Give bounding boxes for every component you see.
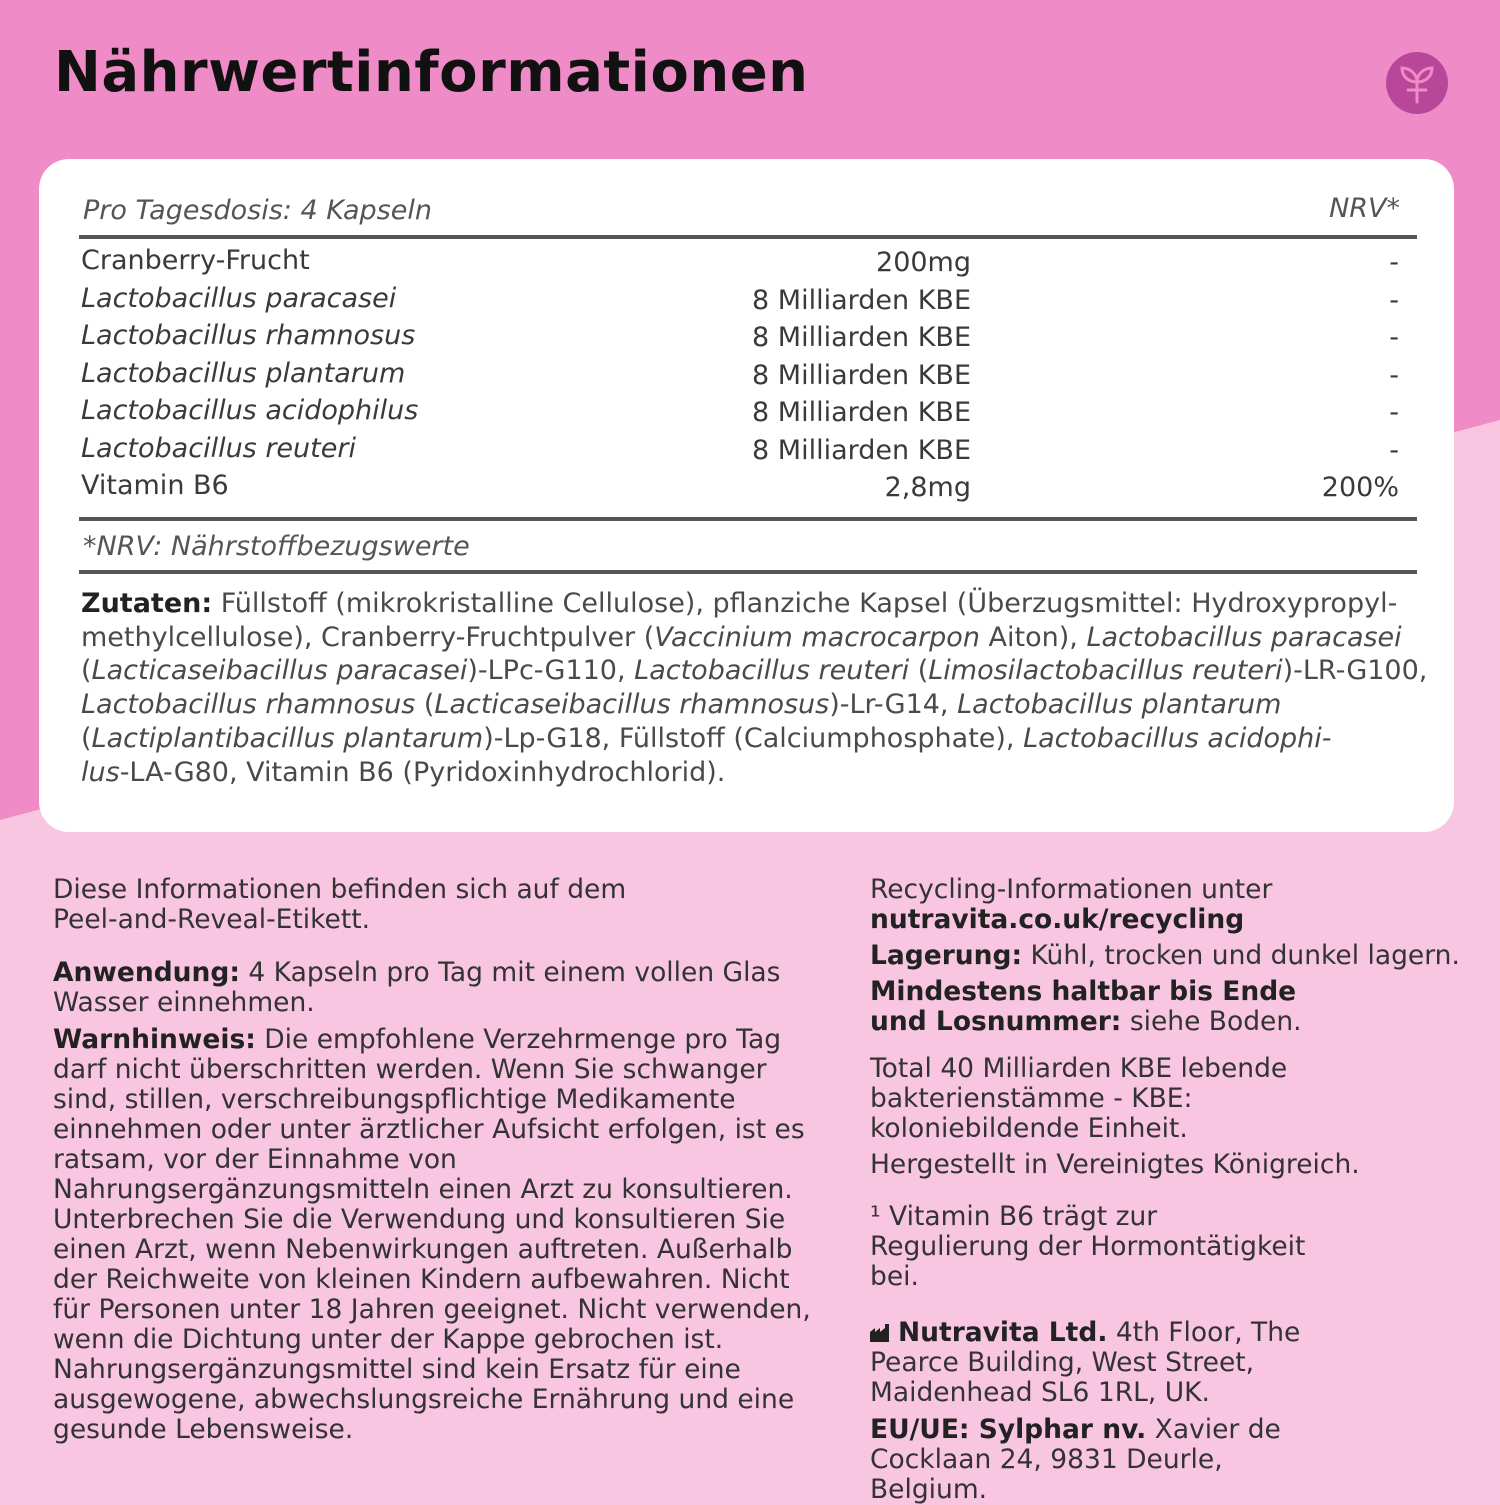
nutrient-name: Lactobacillus paracasei — [81, 282, 397, 314]
ingredients-text: Zutaten: Füllstoff (mikrokristalline Cellulose), pflanziche Kapsel (Überzugsmittel: Hydroxypropyl- methylcellulose), Cranberry-Fruchtpulver (Vaccinium macrocarpon Aiton), Lactobacillus paracasei (Lacticaseibacillus paracasei)-LPc-G110, Lactobacillus reuteri (Limosilactobacillus reuteri)-LR-G100, Lactobacillus rhamnosus (Lacticaseibacillus rhamnosus)-Lr-G14, Lactobacillus plantarum (Lactiplantibacillus plantarum)-Lp-G18, Füllstoff (Calciumphosphate), Lactobacillus acidophi- lus-LA-G80, Vitamin B6 (Pyridoxinhydrochlorid). — [81, 588, 1428, 788]
table-top-rule — [79, 235, 1417, 239]
storage-label: Lagerung: — [870, 940, 1023, 971]
nutrient-nrv: 200% — [1321, 472, 1399, 503]
page-title: Nährwertinformationen — [54, 40, 809, 105]
dose-label: Pro Tagesdosis: 4 Kapseln — [83, 195, 432, 226]
nutrient-nrv: - — [1389, 247, 1399, 278]
warning-label: Warnhinweis: — [53, 1024, 256, 1055]
best-before-label: Mindestens haltbar bis Ende und Losnummer: — [870, 976, 1297, 1037]
nrv-header: NRV* — [1329, 193, 1400, 224]
nutrient-name: Lactobacillus plantarum — [81, 357, 406, 389]
nutrient-name: Vitamin B6 — [81, 470, 229, 501]
b6-claim: ¹ Vitamin B6 trägt zur Regulierung der Hormontätigkeit bei. — [870, 1201, 1306, 1292]
right-info-column — [870, 875, 1470, 1505]
nutrient-amount: 8 Milliarden KBE — [752, 284, 971, 316]
table-row — [81, 320, 1401, 357]
nutrient-name: Lactobacillus reuteri — [81, 432, 356, 464]
eu-representative-info: EU/UE: Sylphar nv. Xavier de Cocklaan 24, 9831 Deurle, Belgium. — [870, 1414, 1281, 1505]
nutrient-amount: 8 Milliarden KBE — [752, 359, 971, 391]
nutrient-amount: 200mg — [876, 247, 971, 278]
ingredients-rule — [79, 570, 1417, 574]
table-row — [81, 283, 1401, 320]
ingredients-label: Zutaten: — [81, 588, 213, 619]
nutrient-nrv: - — [1389, 322, 1399, 353]
nutrient-amount: 8 Milliarden KBE — [752, 434, 971, 466]
total-cfu-info: Total 40 Milliarden KBE lebende bakterienstämme - KBE: koloniebildende Einheit. — [870, 1053, 1288, 1144]
table-row — [81, 433, 1401, 470]
nutrient-nrv: - — [1389, 434, 1399, 466]
eu-label: EU/UE: Sylphar nv. — [870, 1414, 1147, 1445]
plant-sprout-icon — [1386, 52, 1448, 114]
best-before-info: Mindestens haltbar bis Ende und Losnummer: siehe Boden. — [870, 976, 1302, 1037]
usage-label: Anwendung: — [53, 957, 240, 988]
table-row — [81, 245, 1401, 282]
recycling-info: Recycling-Informationen unter — [870, 874, 1273, 905]
nutrient-name: Lactobacillus acidophilus — [81, 395, 419, 426]
made-in-info: Hergestellt in Vereinigtes Königreich. — [870, 1149, 1360, 1180]
nutrient-name: Cranberry-Frucht — [81, 245, 310, 276]
nutrient-amount: 2,8mg — [884, 472, 971, 503]
factory-icon — [870, 1319, 892, 1337]
nrv-footnote: *NRV: Nährstoffbezugswerte — [83, 531, 470, 562]
nutrient-amount: 8 Milliarden KBE — [752, 397, 971, 428]
peel-info: Diese Informationen befinden sich auf dem Peel-and-Reveal-Etikett. — [53, 874, 627, 935]
nutrition-card — [39, 159, 1454, 832]
left-info-column — [53, 875, 813, 1445]
recycling-link[interactable]: nutravita.co.uk/recycling — [870, 904, 1245, 935]
table-row — [81, 470, 1401, 507]
table-row — [81, 358, 1401, 395]
storage-info: Lagerung: Kühl, trocken und dunkel lagern. — [870, 940, 1460, 971]
table-bottom-rule — [79, 517, 1417, 521]
nutrient-amount: 8 Milliarden KBE — [752, 322, 971, 353]
usage-info: Anwendung: 4 Kapseln pro Tag mit einem vollen Glas Wasser einnehmen. — [53, 957, 781, 1018]
nutrient-name: Lactobacillus rhamnosus — [81, 320, 416, 351]
nutrient-nrv: - — [1389, 397, 1399, 428]
nutrient-nrv: - — [1389, 284, 1399, 316]
manufacturer-label: Nutravita Ltd. — [898, 1317, 1108, 1348]
nutrient-nrv: - — [1389, 359, 1399, 391]
manufacturer-info: Nutravita Ltd. 4th Floor, The Pearce Building, West Street, Maidenhead SL6 1RL, UK. — [870, 1317, 1301, 1408]
warning-info: Warnhinweis: Die empfohlene Verzehrmenge pro Tag darf nicht überschritten werden. Wenn Sie schwanger sind, stillen, verschreibungspflichtige Medikamente einnehmen oder unter ärztlicher Aufsicht erfolgen, ist es ratsam, vor der Einnahme von Nahrungsergänzungsmitteln einen Arzt zu konsultieren. Unterbrechen Sie die Verwendung und konsultieren Sie einen Arzt, wenn Nebenwirkungen auftreten. Außerhalb der Reichweite von kleinen Kindern aufbewahren. Nicht für Personen unter 18 Jahren geeignet. Nicht verwenden, wenn die Dichtung unter der Kappe gebrochen ist. Nahrungsergänzungsmittel sind kein Ersatz für eine ausgewogene, abwechslungsreiche Ernährung und eine gesunde Lebensweise. — [53, 1024, 811, 1445]
table-row — [81, 395, 1401, 432]
